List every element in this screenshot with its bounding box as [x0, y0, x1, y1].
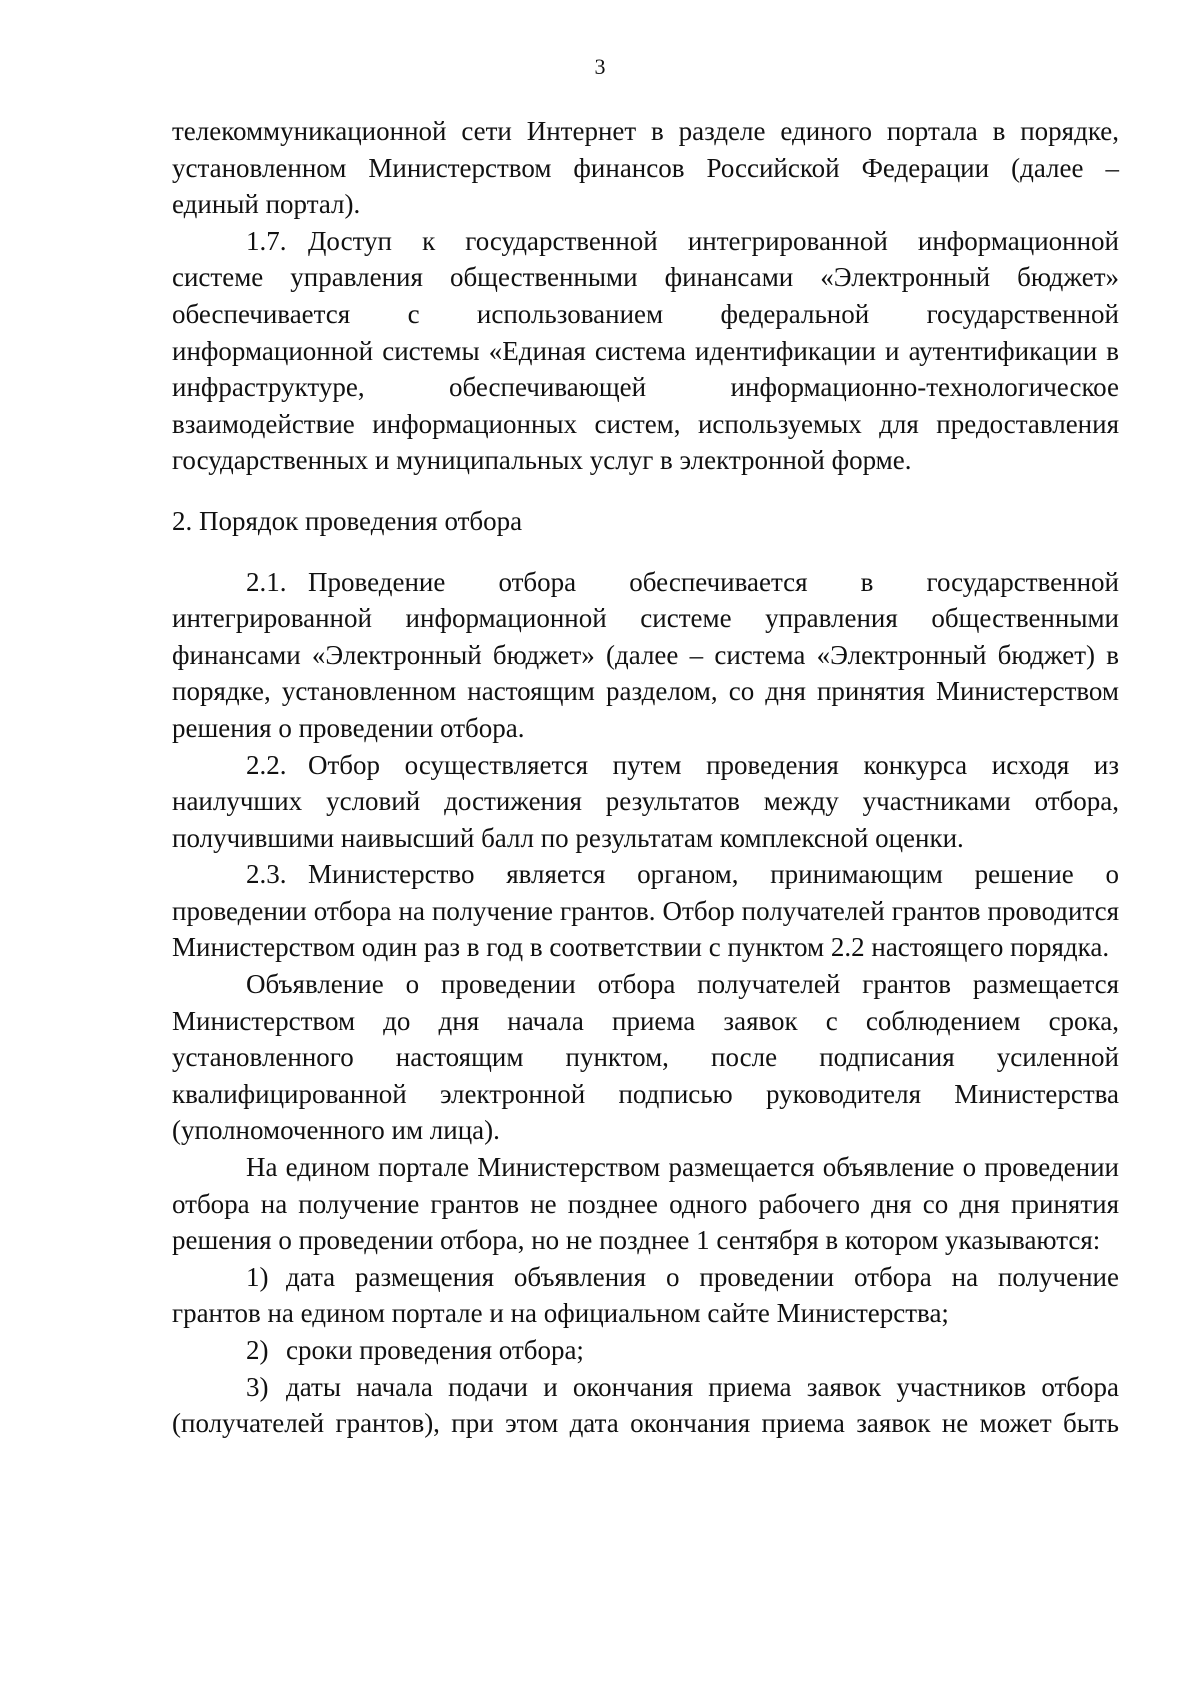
paragraph-text: Министерство является органом, принимающим решение о проведении отбора на получение грантов. Отбор получателей грантов проводится Министерством один раз в год в соответствии с пунктом 2.2 настоящего порядка.	[172, 859, 1119, 963]
list-item-text: сроки проведения отбора;	[286, 1335, 584, 1365]
list-item-text: даты начала подачи и окончания приема заявок участников отбора (получателей грантов), при этом дата окончания приема заявок не может быть	[172, 1371, 1119, 1439]
paragraph-number: 2.1.	[246, 566, 287, 597]
paragraph-number: 2.2.	[246, 749, 287, 780]
paragraph-announcement: Объявление о проведении отбора получателей грантов размещается Министерством до дня начала приема заявок с соблюдением срока, установленного настоящим пунктом, после подписания усиленной квалифицированной электронной подписью руководителя Министерства (уполномоченного им лица).	[172, 969, 1119, 1146]
paragraph-continuation: телекоммуникационной сети Интернет в разделе единого портала в порядке, установленном Министерством финансов Российской Федерации (далее – единый портал).	[172, 116, 1119, 220]
paragraph-number: 1.7.	[246, 225, 287, 256]
list-item-number: 2)	[246, 1335, 269, 1365]
paragraph-2-1	[172, 564, 1119, 747]
paragraph-portal: На едином портале Министерством размещается объявление о проведении отбора на получение грантов не позднее одного рабочего дня со дня принятия решения о проведении отбора, но не позднее 1 сентября в котором указываются:	[172, 1152, 1119, 1256]
document-body	[172, 113, 1119, 1442]
paragraph-1-7	[172, 223, 1119, 479]
paragraph-text: Отбор осуществляется путем проведения конкурса исходя из наилучших условий достижения результатов между участниками отбора, получившими наивысший балл по результатам комплексной оценки.	[172, 749, 1119, 853]
paragraph-text: Проведение отбора обеспечивается в государственной интегрированной информационной системе управления общественными финансами «Электронный бюджет» (далее – система «Электронный бюджет) в порядке, установленном настоящим разделом, со дня принятия Министерством решения о проведении отбора.	[172, 566, 1119, 743]
list-item-1	[172, 1259, 1119, 1332]
list-item-3	[172, 1369, 1119, 1442]
section-heading: 2. Порядок проведения отбора	[172, 505, 523, 536]
list-item-2	[172, 1332, 1119, 1369]
page-number: 3	[594, 54, 606, 79]
paragraph-number: 2.3.	[246, 859, 287, 890]
list-item-text: дата размещения объявления о проведении отбора на получение грантов на едином портале и на официальном сайте Министерства;	[172, 1261, 1119, 1329]
list-item-number: 3)	[246, 1371, 269, 1402]
paragraph-2-2	[172, 747, 1119, 857]
paragraph-2-3	[172, 856, 1119, 966]
list-item-number: 1)	[246, 1261, 269, 1292]
paragraph-text: Доступ к государственной интегрированной информационной системе управления общественными финансами «Электронный бюджет» обеспечивается с использованием федеральной государственной информационной системы «Единая система идентификации и аутентификации в инфраструктуре, обеспечивающей информационно-технологическое взаимодействие информационных систем, используемых для предоставления государственных и муниципальных услуг в электронной форме.	[172, 225, 1119, 476]
